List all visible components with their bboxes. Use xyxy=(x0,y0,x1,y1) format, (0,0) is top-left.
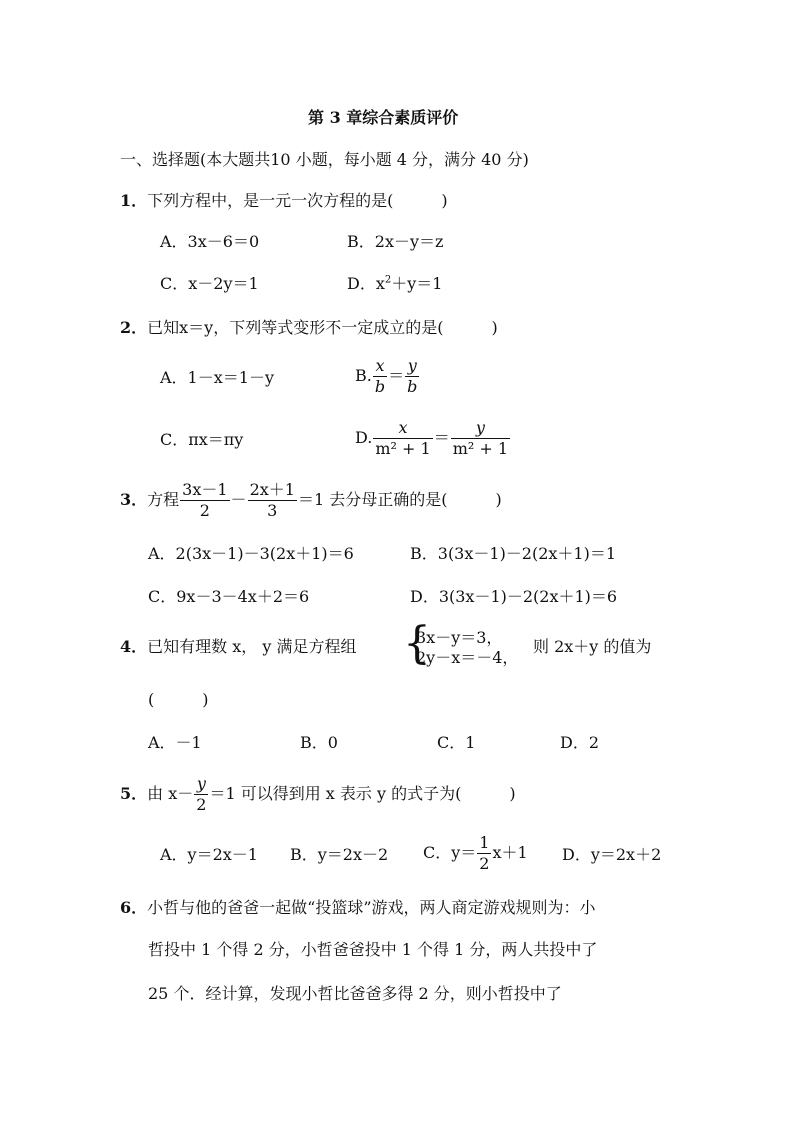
fraction: $\frac{y}{b}$ xyxy=(407,356,418,396)
question-5: 5．由 x－ $\frac{y}{2}$ ＝1 可以得到用 x 表示 y 的式子为( ) xyxy=(120,774,516,814)
question-6: 6．小哲与他的爸爸一起做“投篮球”游戏，两人商定游戏规则为：小 xyxy=(120,898,596,917)
q2-option-b: B. $\frac{x}{b}$ ＝ $\frac{y}{b}$ xyxy=(355,356,418,396)
question-stem: 下列方程中，是一元一次方程的是( ) xyxy=(147,191,448,210)
q2-option-c: C．πx＝πy xyxy=(160,430,244,449)
q3-option-c: C．9x－3－4x＋2＝6 xyxy=(148,587,310,606)
q4-option-d: D．2 xyxy=(560,733,600,752)
q2-option-d: D. $\frac{x}{\text{m² + 1}}$ ＝ $\frac{y}{\text{m² + 1}}$ xyxy=(355,418,509,458)
fraction: $\frac{y}{2}$ xyxy=(196,774,207,814)
fraction: $\frac{3x-1}{2}$ xyxy=(182,480,228,520)
fraction: $\frac{y}{\text{m² + 1}}$ xyxy=(452,418,509,458)
q1-option-b: B．2x－y＝z xyxy=(347,232,444,251)
question-6-line-2: 哲投中 1 个得 2 分，小哲爸爸投中 1 个得 1 分，两人共投中了 xyxy=(148,940,598,959)
q5-option-d: D．y＝2x＋2 xyxy=(562,845,662,864)
q3-option-a: A．2(3x－1)－3(2x＋1)＝6 xyxy=(148,544,354,563)
q3-option-d: D．3(3x－1)－2(2x＋1)＝6 xyxy=(410,587,618,606)
question-number: 4． xyxy=(120,637,148,656)
answer-blank: ( ) xyxy=(148,690,209,709)
fraction: $\frac{2x+1}{3}$ xyxy=(249,480,295,520)
question-6-line-3: 25 个．经计算，发现小哲比爸爸多得 2 分，则小哲投中了 xyxy=(148,984,562,1003)
question-number: 5． xyxy=(120,784,148,803)
q1-option-a: A．3x－6＝0 xyxy=(160,232,260,251)
fraction: $\frac{x}{b}$ xyxy=(374,356,386,396)
question-4-tail: 则 2x＋y 的值为 xyxy=(533,637,652,656)
fraction: $\frac{x}{\text{m² + 1}}$ xyxy=(375,418,431,458)
q3-option-b: B．3(3x－1)－2(2x＋1)＝1 xyxy=(410,544,617,563)
question-number: 2． xyxy=(120,318,148,337)
q1-option-d: D．$x^2+y=1$ xyxy=(347,274,443,293)
q5-option-c: C．y＝ $\frac{1}{2}$ x＋1 xyxy=(423,833,528,873)
question-number: 3． xyxy=(120,490,148,509)
q1-option-c: C．x－2y＝1 xyxy=(160,274,259,293)
q4-option-b: B．0 xyxy=(300,733,338,752)
question-2 xyxy=(120,318,498,338)
system-equation-2: 2y－x＝－4， xyxy=(416,648,519,667)
q2-option-a: A．1－x＝1－y xyxy=(160,368,274,387)
system-equation-1: 3x－y＝3， xyxy=(416,628,503,647)
question-1 xyxy=(120,191,448,211)
question-number: 6． xyxy=(120,898,148,917)
question-stem: 已知x＝y，下列等式变形不一定成立的是( ) xyxy=(147,318,498,337)
question-4: 4．已知有理数 x， y 满足方程组 xyxy=(120,637,357,656)
question-3: 3．方程 $\frac{3x-1}{2}$ － $\frac{2x+1}{3}$ ＝1 去分母正确的是( ) xyxy=(120,480,502,520)
section-header: 一、选择题(本大题共10 小题，每小题 4 分，满分 40 分) xyxy=(120,150,529,169)
question-number: 1． xyxy=(120,191,148,210)
system-brace: { xyxy=(403,618,431,669)
page-title: 第 3 章综合素质评价 xyxy=(308,108,459,127)
q5-option-b: B．y＝2x－2 xyxy=(290,845,389,864)
q4-option-a: A．－1 xyxy=(148,733,202,752)
q5-option-a: A．y＝2x－1 xyxy=(160,845,258,864)
q4-option-c: C．1 xyxy=(437,733,476,752)
fraction: $\frac{1}{2}$ xyxy=(479,833,490,873)
